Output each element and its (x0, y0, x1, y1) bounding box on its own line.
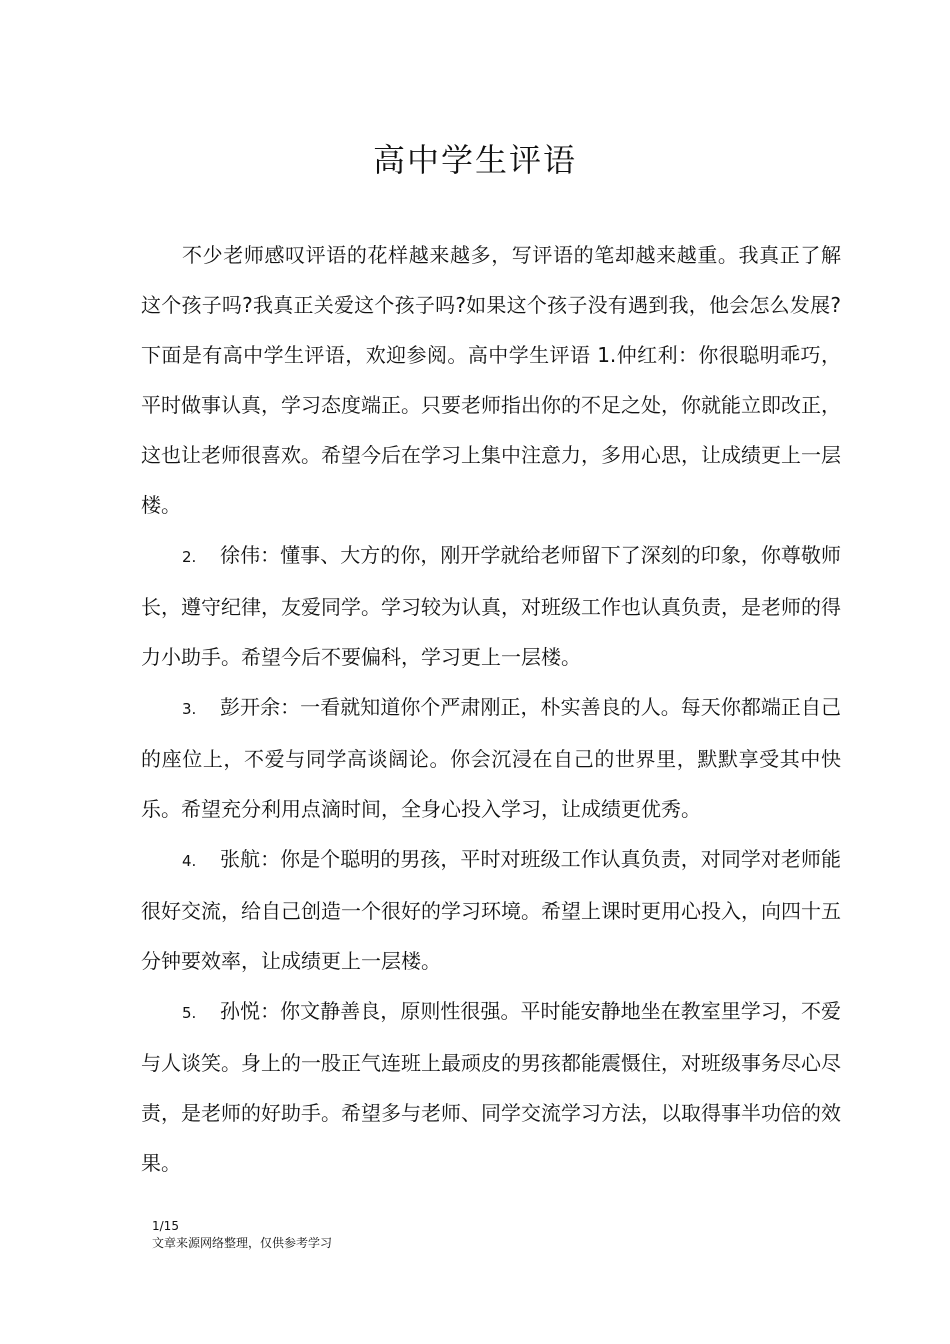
page-footer (152, 1218, 332, 1252)
item-number: 3. (182, 700, 197, 718)
source-note: 文章来源网络整理，仅供参考学习 (152, 1236, 333, 1250)
comment-item-5 (141, 986, 841, 1188)
item-text: 张航：你是个聪明的男孩，平时对班级工作认真负责，对同学对老师能很好交流，给自己创造一个很好的学习环境。希望上课时更用心投入，向四十五分钟要效率，让成绩更上一层楼。 (141, 847, 841, 973)
document-title: 高中学生评语 (372, 141, 577, 179)
intro-paragraph: 不少老师感叹评语的花样越来越多，写评语的笔却越来越重。我真正了解这个孩子吗?我真正关爱这个孩子吗?如果这个孩子没有遇到我，他会怎么发展?下面是有高中学生评语，欢迎参阅。高中学生评语 1.仲红利：你很聪明乖巧，平时做事认真，学习态度端正。只要老师指出你的不足之处，你就能立即改正，这也让老师很喜欢。希望今后在学习上集中注意力，多用心思，让成绩更上一层楼。 (141, 243, 841, 517)
comment-item-4 (141, 834, 841, 986)
item-number: 4. (182, 852, 197, 870)
item-number: 5. (182, 1004, 197, 1022)
item-text: 徐伟：懂事、大方的你，刚开学就给老师留下了深刻的印象，你尊敬师长，遵守纪律，友爱同学。学习较为认真，对班级工作也认真负责，是老师的得力小助手。希望今后不要偏科，学习更上一层楼。 (141, 543, 841, 669)
item-number: 2. (182, 548, 197, 566)
item-text: 彭开余：一看就知道你个严肃刚正，朴实善良的人。每天你都端正自己的座位上，不爱与同学高谈阔论。你会沉浸在自己的世界里，默默享受其中快乐。希望充分利用点滴时间，全身心投入学习，让成绩更优秀。 (141, 695, 841, 821)
item-text: 孙悦：你文静善良，原则性很强。平时能安静地坐在教室里学习，不爱与人谈笑。身上的一股正气连班上最顽皮的男孩都能震慑住，对班级事务尽心尽责，是老师的好助手。希望多与老师、同学交流学习方法，以取得事半功倍的效果。 (141, 999, 841, 1175)
page-number: 1/15 (152, 1219, 179, 1233)
document-body (141, 230, 841, 1188)
comment-item-3 (141, 682, 841, 834)
comment-item-2 (141, 530, 841, 682)
